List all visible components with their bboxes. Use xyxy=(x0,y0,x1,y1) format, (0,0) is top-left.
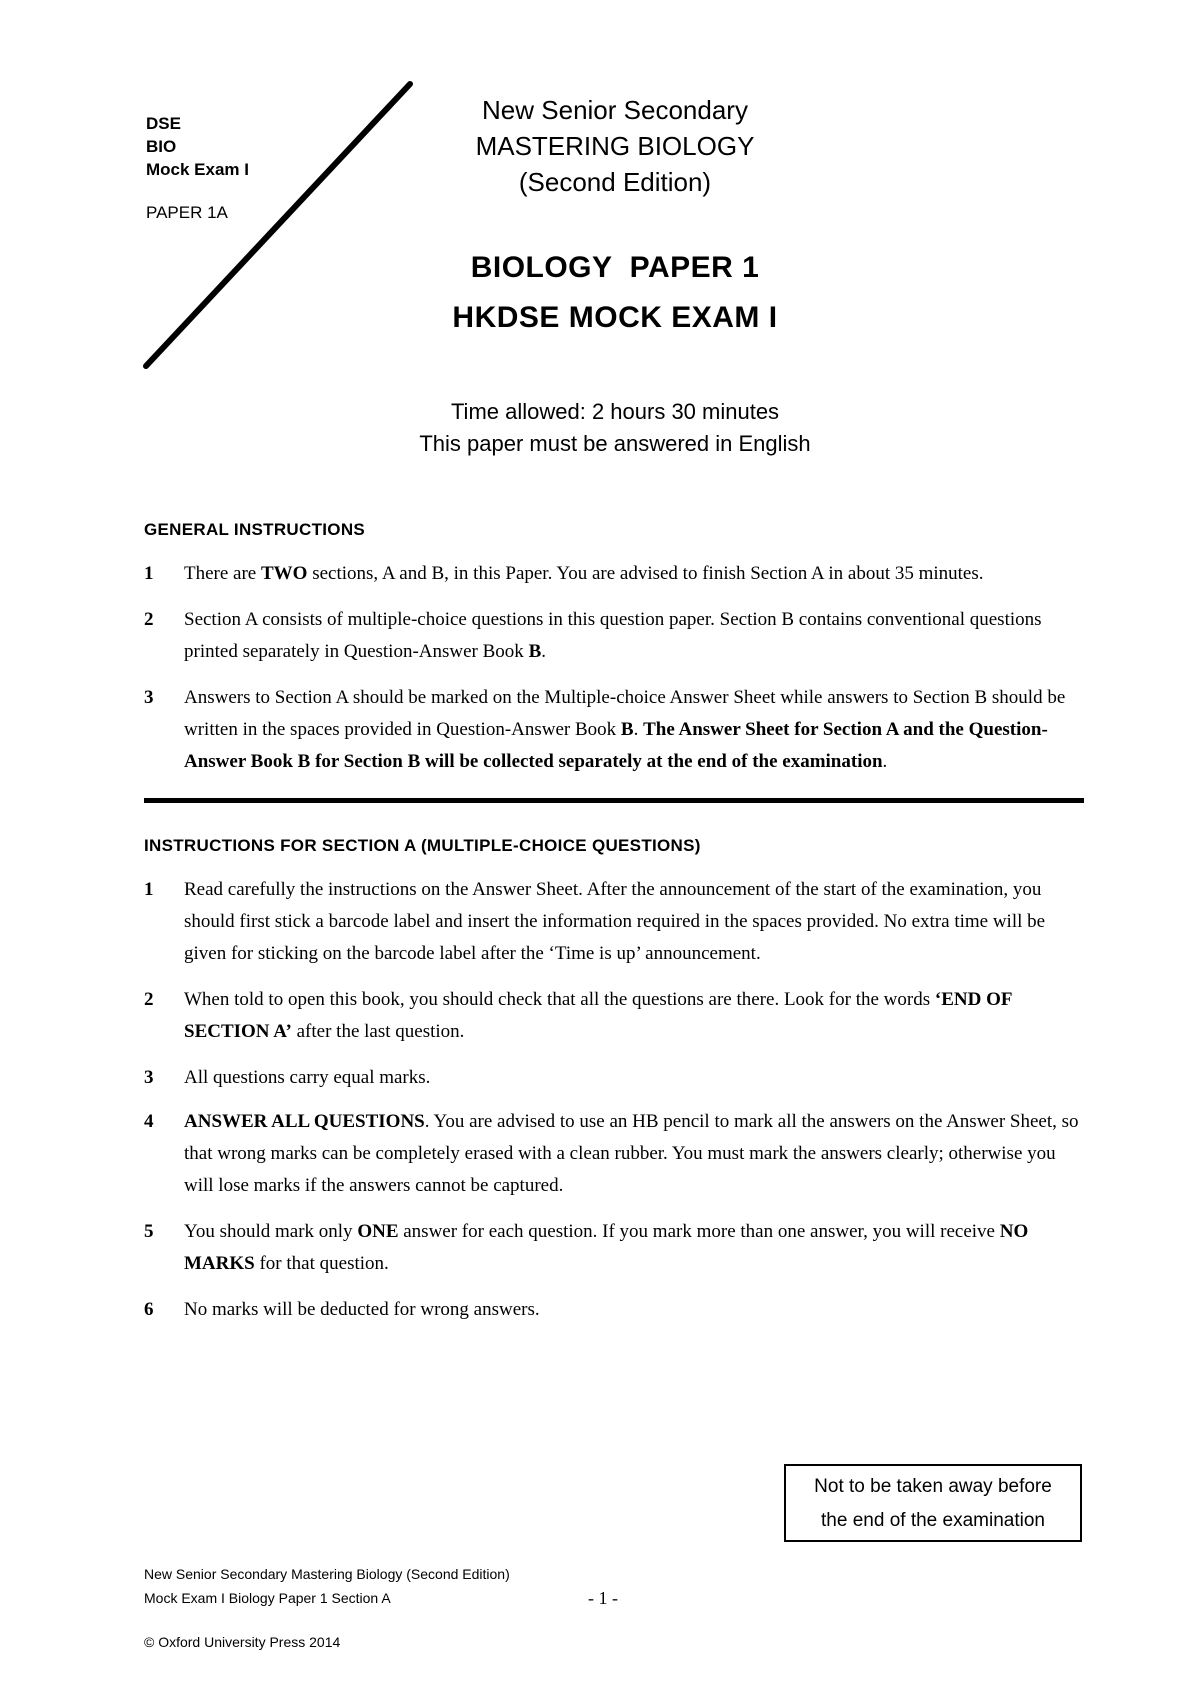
paper-code-dse: DSE xyxy=(146,114,181,133)
time-info xyxy=(320,396,910,460)
section-a-item-2 xyxy=(144,984,1084,1048)
footer-paper: Mock Exam I Biology Paper 1 Section A xyxy=(144,1590,391,1606)
book-title: MASTERING BIOLOGY xyxy=(475,131,755,161)
item-text xyxy=(184,1216,1084,1280)
notice-box xyxy=(784,1464,1082,1542)
item-number: 3 xyxy=(144,687,154,708)
item-text xyxy=(184,874,1084,970)
section-a-item-6 xyxy=(144,1294,1084,1326)
paper-code-subject: BIO xyxy=(146,137,177,156)
item-text xyxy=(184,1106,1084,1202)
body-text: When told to open this book, you should check that all the questions are there. Look for the words xyxy=(184,989,935,1010)
general-instructions-heading: GENERAL INSTRUCTIONS xyxy=(144,520,366,539)
emphasis-text: B xyxy=(620,719,634,740)
item-text xyxy=(184,558,1084,590)
body-text: for that question. xyxy=(254,1253,389,1274)
item-text xyxy=(184,1294,1084,1326)
body-text: Answers to Section A should be marked on the Multiple-choice Answer Sheet while answers to Section B should be written in the spaces provided in Question-Answer Book xyxy=(184,687,1066,740)
body-text: Read carefully the instructions on the Answer Sheet. After the announcement of the start of the examination, you should first stick a barcode label and insert the information required in the spaces provided. No extra time will be given for sticking on the barcode label after the ‘Time is up’ announcement. xyxy=(184,879,1046,964)
body-text: . xyxy=(633,719,644,740)
emphasis-text: ONE xyxy=(357,1221,399,1242)
item-number: 5 xyxy=(144,1221,154,1242)
body-text: Section A consists of multiple-choice questions in this question paper. Section B contains conventional questions printed separately in Question-Answer Book xyxy=(184,609,1042,662)
paper-title: BIOLOGY PAPER 1 xyxy=(470,251,760,284)
emphasis-text: ‘END OF SECTION A’ xyxy=(184,989,1012,1042)
copyright: © Oxford University Press 2014 xyxy=(144,1634,341,1650)
series-title: New Senior Secondary xyxy=(482,95,748,125)
item-text xyxy=(184,604,1084,668)
paper-code-exam: Mock Exam I xyxy=(146,160,249,179)
item-number: 1 xyxy=(144,879,154,900)
item-number: 4 xyxy=(144,1111,154,1132)
body-text: answer for each question. If you mark more than one answer, you will receive xyxy=(398,1221,1000,1242)
general-item-3 xyxy=(144,682,1084,778)
body-text: There are xyxy=(184,563,261,584)
body-text: after the last question. xyxy=(291,1021,465,1042)
item-number: 1 xyxy=(144,563,154,584)
footer-book: New Senior Secondary Mastering Biology (Second Edition) xyxy=(144,1566,510,1582)
item-number: 2 xyxy=(144,609,154,630)
footer xyxy=(144,1562,510,1610)
general-item-2 xyxy=(144,604,1084,668)
paper-code-paper: PAPER 1A xyxy=(146,203,228,222)
item-text xyxy=(184,682,1084,778)
section-a-item-5 xyxy=(144,1216,1084,1280)
item-text xyxy=(184,1062,1084,1094)
body-text: . xyxy=(541,641,546,662)
section-divider xyxy=(144,798,1084,803)
page-number: - 1 - xyxy=(588,1588,618,1608)
edition-title: (Second Edition) xyxy=(518,167,712,197)
title-block xyxy=(400,92,830,338)
body-text: . You are advised to use an HB pencil to mark all the answers on the Answer Sheet, so that wrong marks can be completely erased with a clean rubber. You must mark the answers clearly; otherwise you will lose marks if the answers cannot be captured. xyxy=(184,1111,1079,1196)
item-number: 2 xyxy=(144,989,154,1010)
diagonal-slash-line xyxy=(130,78,420,378)
body-text: . xyxy=(882,751,888,772)
emphasis-text: NO MARKS xyxy=(184,1221,1029,1274)
section-a-item-4 xyxy=(144,1106,1084,1202)
emphasis-text: TWO xyxy=(261,563,308,584)
general-item-1 xyxy=(144,558,1084,590)
body-text: You should mark only xyxy=(184,1221,358,1242)
emphasis-text: B xyxy=(528,641,542,662)
body-text: All questions carry equal marks. xyxy=(184,1067,431,1088)
emphasis-text: ANSWER ALL QUESTIONS xyxy=(184,1111,425,1132)
section-a-item-3 xyxy=(144,1062,1084,1094)
emphasis-text: The Answer Sheet for Section A and the Question-Answer Book B for Section B will be collected separately at the end of the examination xyxy=(184,719,1048,772)
item-number: 3 xyxy=(144,1067,154,1088)
item-number: 6 xyxy=(144,1299,154,1320)
notice-line-1: Not to be taken away before xyxy=(814,1476,1052,1497)
section-a-heading: INSTRUCTIONS FOR SECTION A (MULTIPLE-CHOICE QUESTIONS) xyxy=(144,836,701,855)
time-allowed: Time allowed: 2 hours 30 minutes xyxy=(450,399,780,424)
body-text: sections, A and B, in this Paper. You are advised to finish Section A in about 35 minutes. xyxy=(307,563,984,584)
body-text: No marks will be deducted for wrong answers. xyxy=(184,1299,540,1320)
item-text xyxy=(184,984,1084,1048)
language-requirement: This paper must be answered in English xyxy=(419,431,811,456)
section-a-item-1 xyxy=(144,874,1084,970)
exam-title: HKDSE MOCK EXAM I xyxy=(452,301,778,334)
notice-line-2: the end of the examination xyxy=(821,1510,1045,1531)
